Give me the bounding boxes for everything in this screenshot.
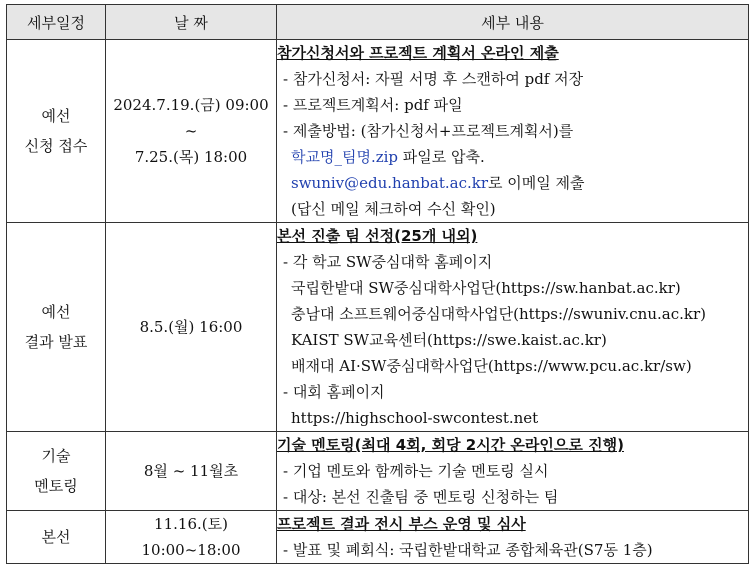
table-header-row [7, 5, 749, 40]
detail-cell [277, 223, 749, 432]
detail-heading: 프로젝트 결과 전시 부스 운영 및 심사 [277, 515, 526, 533]
detail-cell [277, 40, 749, 223]
detail-line: - 참가신청서: 자필 서명 후 스캔하여 pdf 저장 [283, 70, 584, 88]
schedule-table [6, 4, 749, 564]
header-detail: 세부 내용 [277, 5, 749, 40]
table-row [7, 432, 749, 511]
date-cell: 2024.7.19.(금) 09:00 ~ 7.25.(목) 18:00 [106, 40, 277, 223]
table-row [7, 40, 749, 223]
stage-cell: 기술 멘토링 [7, 432, 106, 511]
email-address[interactable]: swuniv@edu.hanbat.ac.kr [291, 174, 489, 192]
detail-line: KAIST SW교육센터(https://swe.kaist.ac.kr) [291, 331, 607, 349]
date-cell: 8.5.(월) 16:00 [106, 223, 277, 432]
detail-line: - 기업 멘토와 함께하는 기술 멘토링 실시 [283, 462, 549, 480]
detail-line: 배재대 AI·SW중심대학사업단(https://www.pcu.ac.kr/sw) [291, 357, 692, 375]
detail-note: (답신 메일 체크하여 수신 확인) [291, 200, 496, 218]
table-row [7, 223, 749, 432]
detail-line: 국립한밭대 SW중심대학사업단(https://sw.hanbat.ac.kr) [291, 279, 681, 297]
table-row [7, 511, 749, 564]
date-cell: 11.16.(토) 10:00~18:00 [106, 511, 277, 564]
detail-line: - 발표 및 폐회식: 국립한밭대학교 종합체육관(S7동 1층) [283, 541, 653, 559]
stage-cell: 예선 신청 접수 [7, 40, 106, 223]
detail-heading: 기술 멘토링(최대 4회, 회당 2시간 온라인으로 진행) [277, 436, 624, 454]
zip-filename: 학교명_팀명.zip [291, 148, 399, 166]
detail-line: https://highschool-swcontest.net [291, 409, 539, 427]
detail-heading: 본선 진출 팀 선정(25개 내외) [277, 227, 478, 245]
stage-cell: 본선 [7, 511, 106, 564]
detail-cell [277, 432, 749, 511]
detail-line: - 대회 홈페이지 [283, 383, 385, 401]
detail-heading: 참가신청서와 프로젝트 계획서 온라인 제출 [277, 44, 559, 62]
detail-line: - 각 학교 SW중심대학 홈페이지 [283, 253, 493, 271]
detail-line: swuniv@edu.hanbat.ac.kr로 이메일 제출 [291, 174, 585, 192]
detail-line: - 대상: 본선 진출팀 중 멘토링 신청하는 팀 [283, 488, 559, 506]
date-cell: 8월 ~ 11월초 [106, 432, 277, 511]
header-date: 날 짜 [106, 5, 277, 40]
detail-line: 학교명_팀명.zip 파일로 압축. [291, 148, 485, 166]
stage-cell: 예선 결과 발표 [7, 223, 106, 432]
detail-line: - 프로젝트계획서: pdf 파일 [283, 96, 463, 114]
detail-line: - 제출방법: (참가신청서+프로젝트계획서)를 [283, 122, 574, 140]
schedule-table-wrapper [6, 4, 749, 564]
header-stage: 세부일정 [7, 5, 106, 40]
detail-cell [277, 511, 749, 564]
detail-line: 충남대 소프트웨어중심대학사업단(https://swuniv.cnu.ac.kr) [291, 305, 706, 323]
